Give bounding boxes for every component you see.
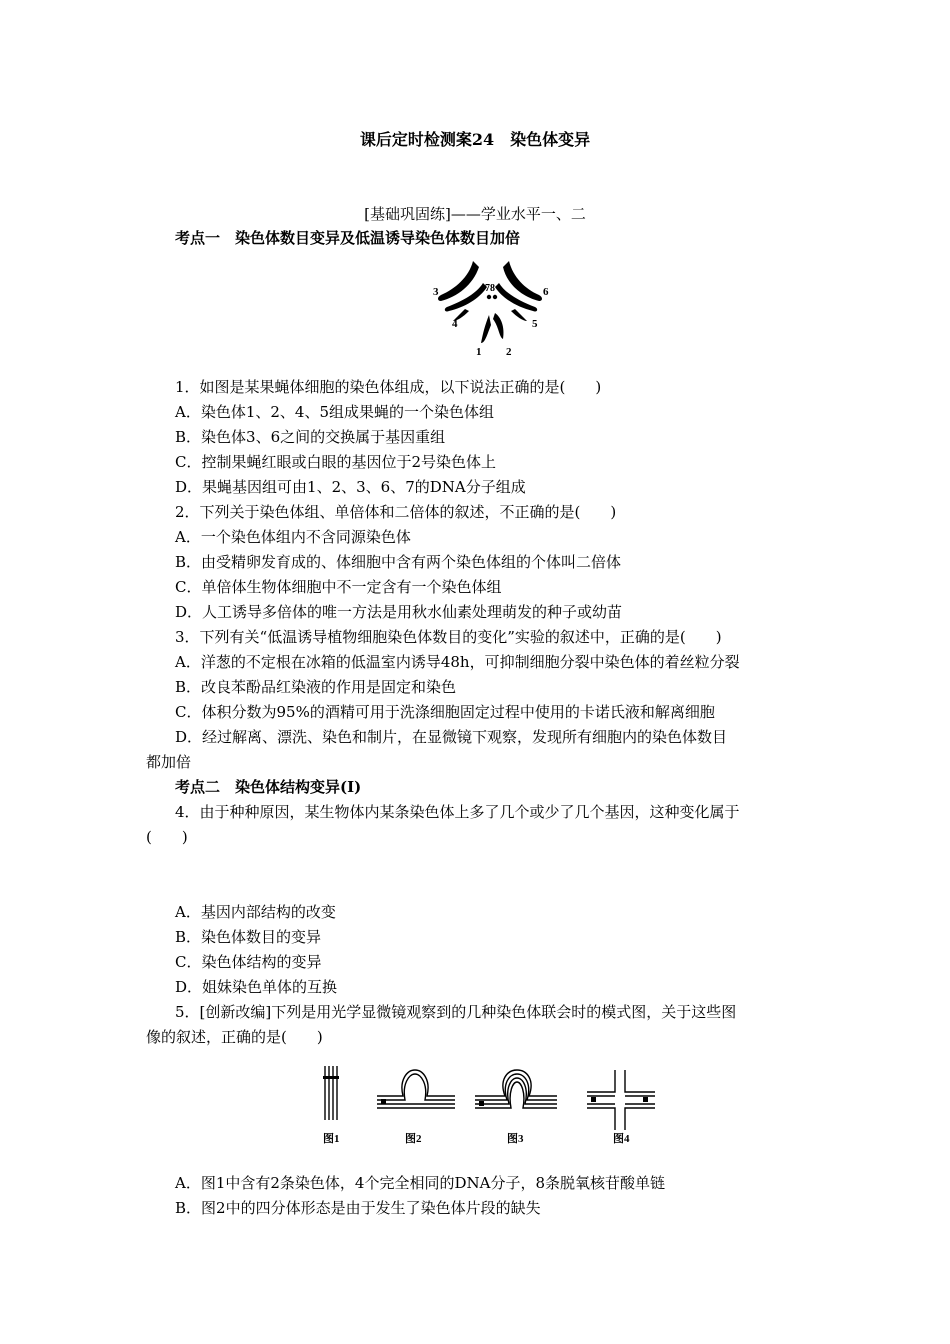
fig-label-1: 图1: [323, 1133, 340, 1145]
q1-option-a: A．染色体1、2、4、5组成果蝇的一个染色体组: [175, 403, 495, 421]
q4-option-b: B．染色体数目的变异: [175, 928, 322, 946]
q5-stem: 5．[创新改编]下列是用光学显微镜观察到的几种染色体联会时的模式图，关于这些图: [175, 1003, 737, 1021]
chromosome-1: [481, 315, 491, 343]
section-heading: [基础巩固练]——学业水平一、二: [364, 205, 586, 223]
kaodian-2-heading: 考点二 染色体结构变异(Ⅰ): [175, 778, 362, 796]
label-5: 5: [532, 318, 538, 330]
q3-option-b: B．改良苯酚品红染液的作用是固定和染色: [175, 678, 457, 696]
label-2: 2: [506, 346, 512, 358]
q4-option-a: A．基因内部结构的改变: [175, 903, 336, 921]
label-78: 78: [485, 283, 495, 294]
fig-label-4: 图4: [613, 1133, 630, 1145]
q1-option-c: C．控制果蝇红眼或白眼的基因位于2号染色体上: [175, 453, 497, 471]
chromosome-7: [487, 295, 491, 299]
q3-stem: 3．下列有关“低温诱导植物细胞染色体数目的变化”实验的叙述中，正确的是( ): [175, 628, 722, 646]
q4-stem-cont: ( ): [146, 828, 188, 846]
fruitfly-chromosome-figure: [425, 255, 555, 360]
q2-option-c: C．单倍体生物体细胞中不一定含有一个染色体组: [175, 578, 502, 596]
fig-label-2: 图2: [405, 1133, 422, 1145]
fig2-diagram: [377, 1070, 455, 1108]
q4-option-d: D．姐妹染色单体的互换: [175, 978, 338, 996]
q3-option-a: A．洋葱的不定根在冰箱的低温室内诱导48h，可抑制细胞分裂中染色体的着丝粒分裂: [175, 653, 740, 671]
kaodian-1-heading: 考点一 染色体数目变异及低温诱导染色体数目加倍: [175, 229, 521, 247]
q3-option-d-cont: 都加倍: [146, 753, 192, 771]
q3-option-d: D．经过解离、漂洗、染色和制片，在显微镜下观察，发现所有细胞内的染色体数目: [175, 728, 728, 746]
q5-option-a: A．图1中含有2条染色体，4个完全相同的DNA分子，8条脱氧核苷酸单链: [175, 1174, 665, 1192]
q2-option-d: D．人工诱导多倍体的唯一方法是用秋水仙素处理萌发的种子或幼苗: [175, 603, 623, 621]
label-3: 3: [433, 286, 439, 298]
q4-option-c: C．染色体结构的变异: [175, 953, 322, 971]
fig1-diagram: [325, 1066, 337, 1120]
q1-option-b: B．染色体3、6之间的交换属于基因重组: [175, 428, 446, 446]
label-4: 4: [452, 318, 458, 330]
q2-option-a: A．一个染色体组内不含同源染色体: [175, 528, 411, 546]
label-6: 6: [543, 286, 549, 298]
q1-option-d: D．果蝇基因组可由1、2、3、6、7的DNA分子组成: [175, 478, 526, 496]
q3-option-c: C．体积分数为95%的酒精可用于洗涤细胞固定过程中使用的卡诺氏液和解离细胞: [175, 703, 715, 721]
chromosome-2: [493, 313, 504, 339]
page-title: 课后定时检测案24 染色体变异: [359, 130, 591, 149]
q2-option-b: B．由受精卵发育成的、体细胞中含有两个染色体组的个体叫二倍体: [175, 553, 622, 571]
fig-label-3: 图3: [507, 1133, 524, 1145]
chromosome-5: [511, 309, 527, 321]
synapsis-figure: [315, 1058, 675, 1150]
q4-stem: 4．由于种种原因，某生物体内某条染色体上多了几个或少了几个基因，这种变化属于: [175, 803, 740, 821]
label-1: 1: [476, 346, 482, 358]
q2-stem: 2．下列关于染色体组、单倍体和二倍体的叙述，不正确的是( ): [175, 503, 617, 521]
q1-stem: 1．如图是某果蝇体细胞的染色体组成，以下说法正确的是( ): [175, 378, 602, 396]
chromosome-8: [493, 295, 497, 299]
fig3-diagram: [475, 1070, 557, 1108]
q5-stem-cont: 像的叙述，正确的是( ): [146, 1028, 323, 1046]
q5-option-b: B．图2中的四分体形态是由于发生了染色体片段的缺失: [175, 1199, 541, 1217]
